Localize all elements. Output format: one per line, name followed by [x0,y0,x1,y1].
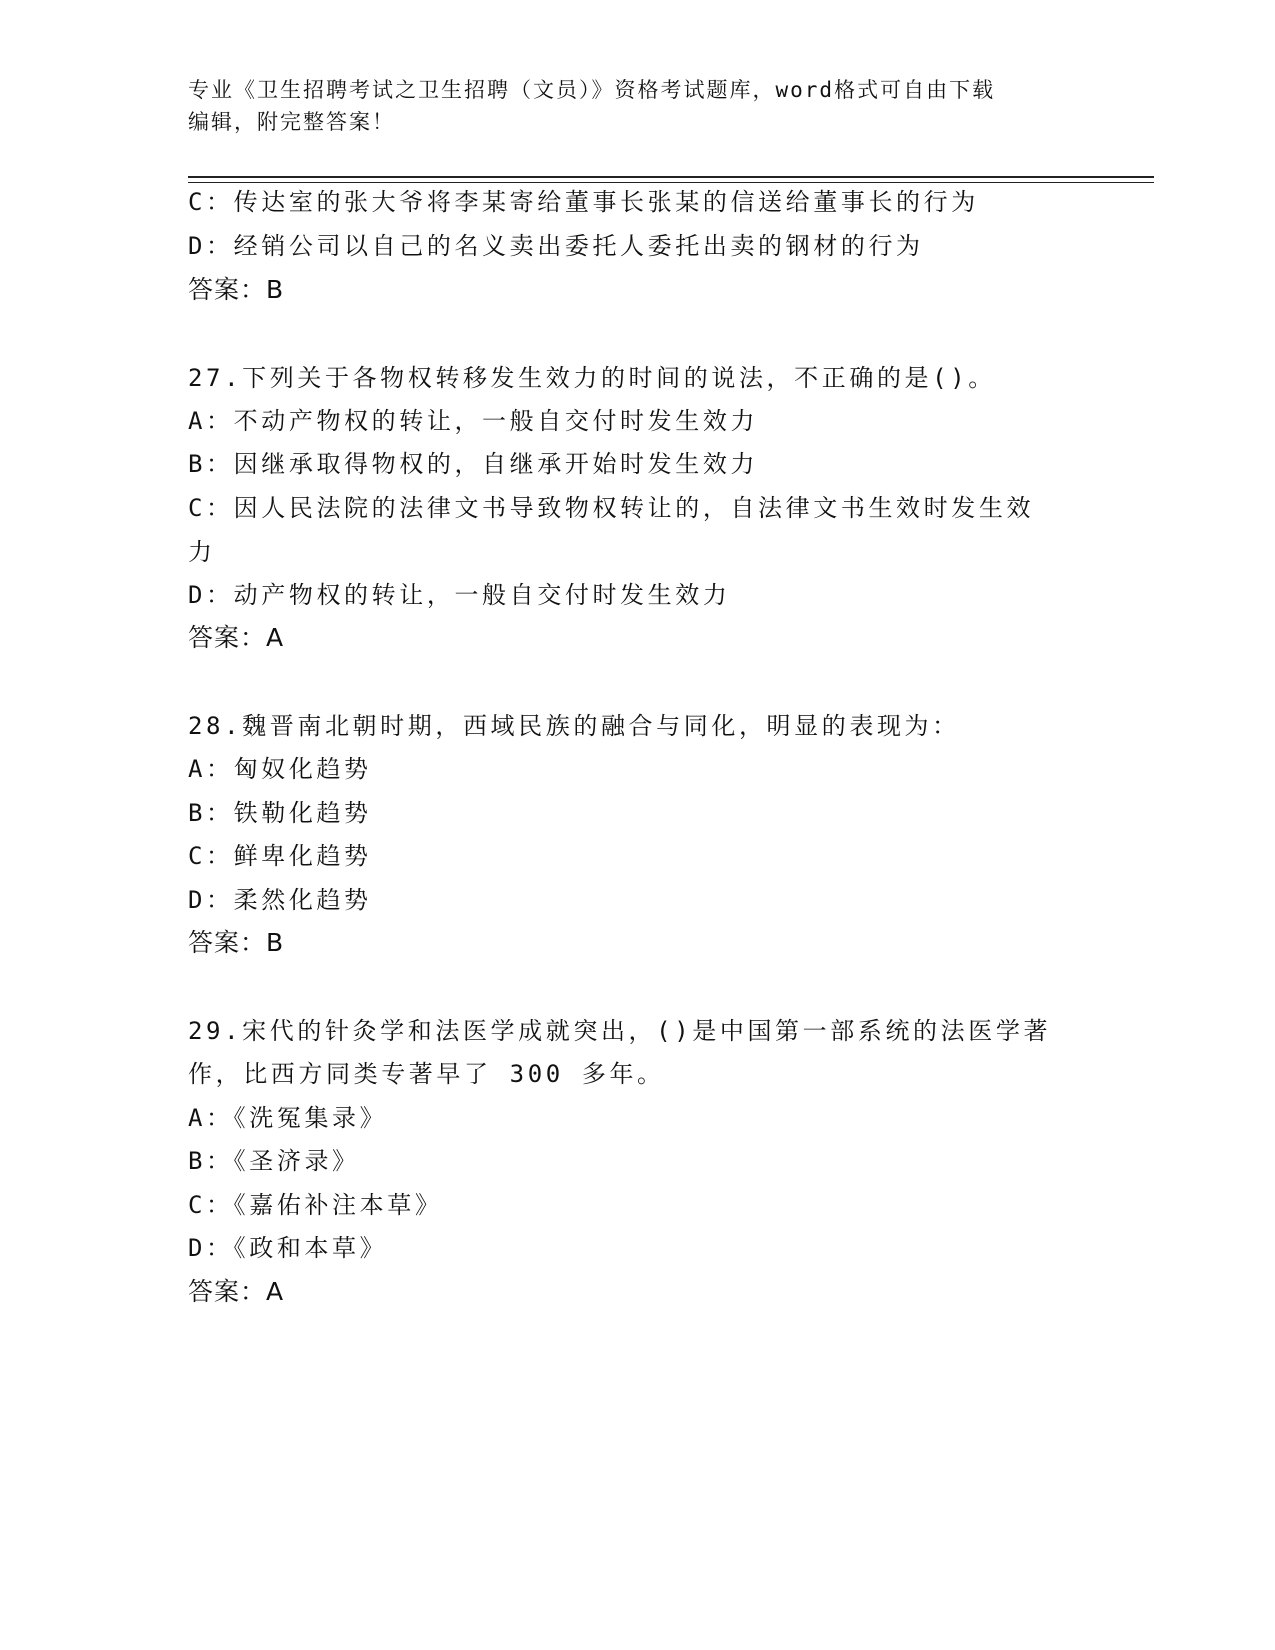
q28-option-a: A：匈奴化趋势 [188,755,372,783]
q29-stem-line1: 29.宋代的针灸学和法医学成就突出，()是中国第一部系统的法医学著 [188,1017,1052,1045]
q27-option-c-line2: 力 [188,538,216,566]
q27-option-c-line1: C：因人民法院的法律文书导致物权转让的，自法律文书生效时发生效 [188,494,1035,522]
q29-option-c: C：《嘉佑补注本草》 [188,1191,443,1219]
header-line-1: 专业《卫生招聘考试之卫生招聘（文员）》资格考试题库，word格式可自由下载 [188,78,996,102]
q28-stem: 28.魏晋南北朝时期，西域民族的融合与同化，明显的表现为： [188,712,960,740]
q28-option-c: C：鲜卑化趋势 [188,842,372,870]
q28-option-d: D：柔然化趋势 [188,886,372,914]
q27-answer: 答案：A [188,623,285,652]
header-line-2: 编辑，附完整答案！ [188,110,395,134]
q26-option-c: C：传达室的张大爷将李某寄给董事长张某的信送给董事长的行为 [188,188,979,216]
q27-stem: 27.下列关于各物权转移发生效力的时间的说法，不正确的是()。 [188,364,996,392]
q28-option-b: B：铁勒化趋势 [188,799,372,827]
q28-answer: 答案：B [188,928,285,957]
header-divider-thick [188,176,1154,178]
header-divider-thin [188,182,1154,183]
q27-option-a: A：不动产物权的转让，一般自交付时发生效力 [188,407,759,435]
q29-answer: 答案：A [188,1277,285,1306]
q29-stem-line2: 作，比西方同类专著早了 300 多年。 [188,1060,665,1088]
q26-option-d: D：经销公司以自己的名义卖出委托人委托出卖的钢材的行为 [188,232,924,260]
q27-option-b: B：因继承取得物权的，自继承开始时发生效力 [188,450,759,478]
q29-option-b: B：《圣济录》 [188,1147,360,1175]
q26-answer: 答案：B [188,275,285,304]
q29-option-d: D：《政和本草》 [188,1234,388,1262]
q29-option-a: A：《洗冤集录》 [188,1104,388,1132]
document-header [188,74,1068,138]
q27-option-d: D：动产物权的转让，一般自交付时发生效力 [188,581,731,609]
